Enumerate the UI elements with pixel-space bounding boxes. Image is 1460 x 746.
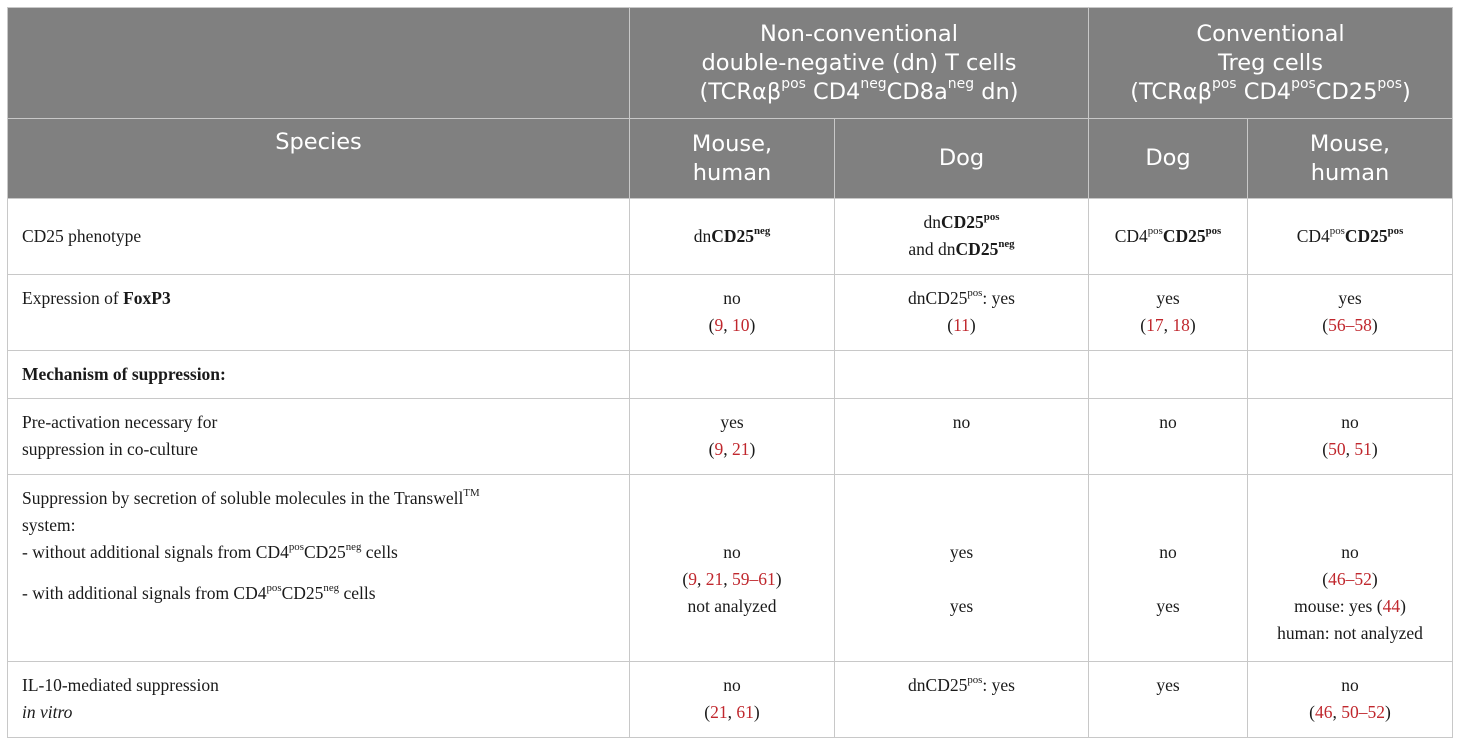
table-row-cd25: [8, 199, 1453, 275]
cell-foxp3-c2: $dnCD25^{pos}$: yes (11): [835, 275, 1089, 351]
reference-link[interactable]: 21: [705, 569, 724, 589]
cell-il10-c1: no (21, 61): [630, 662, 835, 738]
cell-mechanism-c1: [630, 351, 835, 399]
cell-transwell-c2: yes yes: [835, 475, 1089, 662]
header-conv-line2: Treg cells: [1218, 49, 1323, 76]
reference-link[interactable]: 59–61: [732, 569, 776, 589]
table-row-il10: [8, 662, 1453, 738]
header-col-dog-2: Dog: [1089, 119, 1248, 199]
reference-link[interactable]: 44: [1382, 596, 1401, 616]
cell-mechanism-c2: [835, 351, 1089, 399]
cell-cd25-c1: $dnCD25^{neg}$: [630, 199, 835, 275]
cell-il10-c2: $dnCD25^{pos}$: yes: [835, 662, 1089, 738]
cell-foxp3-c4: yes (56–58): [1248, 275, 1453, 351]
row-label-foxp3: Expression of FoxP3: [8, 275, 630, 351]
reference-link[interactable]: 56–58: [1328, 315, 1372, 335]
header-conv-line1: Conventional: [1196, 20, 1345, 47]
cell-preact-c4: no (50, 51): [1248, 399, 1453, 475]
reference-link[interactable]: 61: [736, 702, 754, 722]
reference-link[interactable]: 21: [732, 439, 750, 459]
reference-link[interactable]: 21: [710, 702, 728, 722]
header-nonconventional: [630, 8, 1089, 119]
reference-link[interactable]: 9: [714, 439, 724, 459]
header-group-row: [8, 8, 1453, 119]
header-nonconv-line2: double-negative (dn) T cells: [701, 49, 1017, 76]
reference-link[interactable]: 10: [732, 315, 750, 335]
cell-cd25-c2: $dnCD25^{pos}$ and $dnCD25^{neg}$: [835, 199, 1089, 275]
cell-mechanism-c4: [1248, 351, 1453, 399]
reference-link[interactable]: 11: [953, 315, 970, 335]
header-species: Species: [8, 119, 630, 199]
row-label-il10: IL-10-mediated suppression in vitro: [8, 662, 630, 738]
cell-foxp3-c1: no (9, 10): [630, 275, 835, 351]
header-col-mouse-human-2: Mouse, human: [1248, 119, 1453, 199]
cell-preact-c2: no: [835, 399, 1089, 475]
cell-transwell-c3: no yes: [1089, 475, 1248, 662]
cell-cd25-c3: $CD4^{pos}CD25^{pos}$: [1089, 199, 1248, 275]
header-conventional: [1089, 8, 1453, 119]
cell-preact-c1: yes (9, 21): [630, 399, 835, 475]
header-species-row: [8, 119, 1453, 199]
header-col-mouse-human-1: Mouse, human: [630, 119, 835, 199]
cell-foxp3-c3: yes (17, 18): [1089, 275, 1248, 351]
header-nonconv-line1: Non-conventional: [760, 20, 958, 47]
reference-link[interactable]: 51: [1354, 439, 1372, 459]
cell-transwell-c1: no (9, 21, 59–61) not analyzed: [630, 475, 835, 662]
header-col-dog-1: Dog: [835, 119, 1089, 199]
cell-mechanism-c3: [1089, 351, 1248, 399]
header-conv-line3: (TCRαβ$^{pos}$ $CD4^{pos}CD25^{pos}$): [1130, 76, 1411, 105]
table-row-transwell: [8, 475, 1453, 662]
table-row-foxp3: [8, 275, 1453, 351]
reference-link[interactable]: 18: [1172, 315, 1190, 335]
table-row-mechanism: [8, 351, 1453, 399]
reference-link[interactable]: 46–52: [1328, 569, 1372, 589]
cell-cd25-c4: $CD4^{pos}CD25^{pos}$: [1248, 199, 1453, 275]
cell-preact-c3: no: [1089, 399, 1248, 475]
cell-il10-c3: yes: [1089, 662, 1248, 738]
reference-link[interactable]: 9: [688, 569, 697, 589]
row-label-transwell: Suppression by secretion of soluble molecules in the Transwell™ system: - without additional signals from $CD4^{pos}CD25^{neg}$ cells - with additional signals from $CD4^{pos}CD25^{neg}$ cells: [8, 475, 630, 662]
reference-link[interactable]: 9: [714, 315, 724, 335]
reference-link[interactable]: 50–52: [1341, 702, 1385, 722]
header-nonconv-line3: (TCRαβ$^{pos}$ $CD4^{neg}CD8a^{neg}$ dn): [699, 76, 1019, 105]
row-label-preactivation: Pre-activation necessary for suppression in co-culture: [8, 399, 630, 475]
comparison-table: [7, 7, 1453, 738]
cell-transwell-c4: no (46–52) mouse: yes (44) human: not analyzed: [1248, 475, 1453, 662]
reference-link[interactable]: 50: [1328, 439, 1346, 459]
cell-il10-c4: no (46, 50–52): [1248, 662, 1453, 738]
reference-link[interactable]: 46: [1315, 702, 1333, 722]
header-empty-cell: [8, 8, 630, 119]
reference-link[interactable]: 17: [1146, 315, 1164, 335]
row-label-cd25: CD25 phenotype: [8, 199, 630, 275]
table-row-preactivation: [8, 399, 1453, 475]
row-label-mechanism: Mechanism of suppression:: [8, 351, 630, 399]
